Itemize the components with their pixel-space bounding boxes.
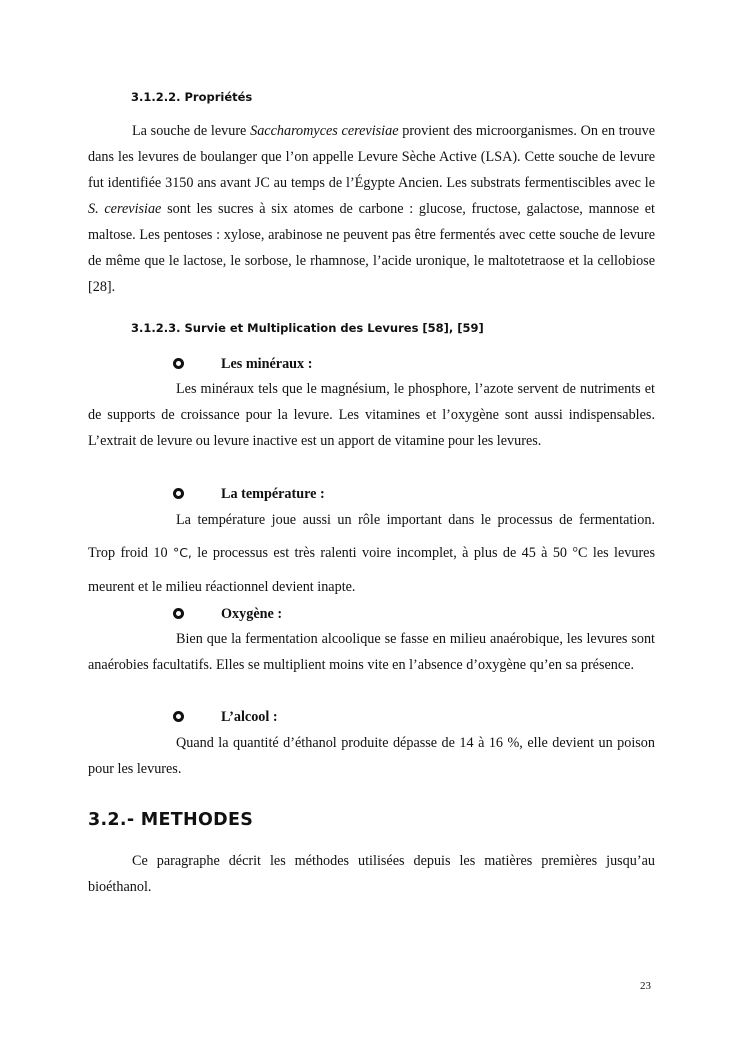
bullet-label: L’alcool : [221, 709, 278, 725]
bullet-circle-icon [173, 488, 184, 499]
celsius-symbol: °C, [172, 545, 192, 560]
bullet-label: Les minéraux : [221, 356, 313, 372]
paragraph-methodes: Ce paragraphe décrit les méthodes utilisées depuis les matières premières jusqu’au bioéthanol. [88, 853, 655, 895]
species-name-italic: Saccharomyces cerevisiae [250, 123, 399, 139]
paragraph-oxygene: Bien que la fermentation alcoolique se fasse en milieu anaérobique, les levures sont anaérobies facultatifs. Elles se multiplient moins vite en l’absence d’oxygène qu’en sa présence. [88, 631, 655, 673]
subsection-title-proprietes: 3.1.2.2. Propriétés [131, 90, 253, 104]
species-abbrev-italic: S. cerevisiae [88, 201, 162, 217]
bullet-circle-icon [173, 358, 184, 369]
page-number: 23 [640, 980, 651, 992]
section-heading-methodes: 3.2.- METHODES [88, 810, 254, 830]
bullet-circle-icon [173, 711, 184, 722]
bullet-circle-icon [173, 608, 184, 619]
paragraph-alcool: Quand la quantité d’éthanol produite dépasse de 14 à 16 %, elle devient un poison pour les levures. [88, 735, 655, 777]
bullet-label: La température : [221, 486, 325, 502]
bullet-label: Oxygène : [221, 606, 283, 622]
temperature-line-2: Trop froid 10 °C, le processus est très ralenti voire incomplet, à plus de 45 à 50 °C les levures [88, 545, 655, 561]
temperature-line-3: meurent et le milieu réactionnel devient inapte. [88, 579, 356, 595]
temperature-line-1: La température joue aussi un rôle important dans le processus de fermentation. [176, 512, 655, 528]
paragraph-proprietes: La souche de levure Saccharomyces cerevisiae provient des microorganismes. On en trouve dans les levures de boulanger que l’on appelle Levure Sèche Active (LSA). Cette souche de levure fut identifiée 3150 ans avant JC au temps de l’Égypte Ancien. Les substrats fermentiscibles avec le S. cerevisiae sont les sucres à six atomes de carbone : glucose, fructose, galactose, mannose et maltose. Les pentoses : xylose, arabinose ne peuvent pas être fermentés avec cette souche de levure de même que le lactose, le sorbose, le rhamnose, l’acide uronique, le maltotetraose et la cellobiose [28]. [88, 123, 656, 295]
paragraph-mineraux: Les minéraux tels que le magnésium, le phosphore, l’azote servent de nutriments et de supports de croissance pour la levure. Les vitamines et l’oxygène sont aussi indispensables. L’extrait de levure ou levure inactive est un apport de vitamine pour les levures. [88, 381, 655, 449]
subsection-title-survie: 3.1.2.3. Survie et Multiplication des Levures [58], [59] [131, 321, 484, 335]
